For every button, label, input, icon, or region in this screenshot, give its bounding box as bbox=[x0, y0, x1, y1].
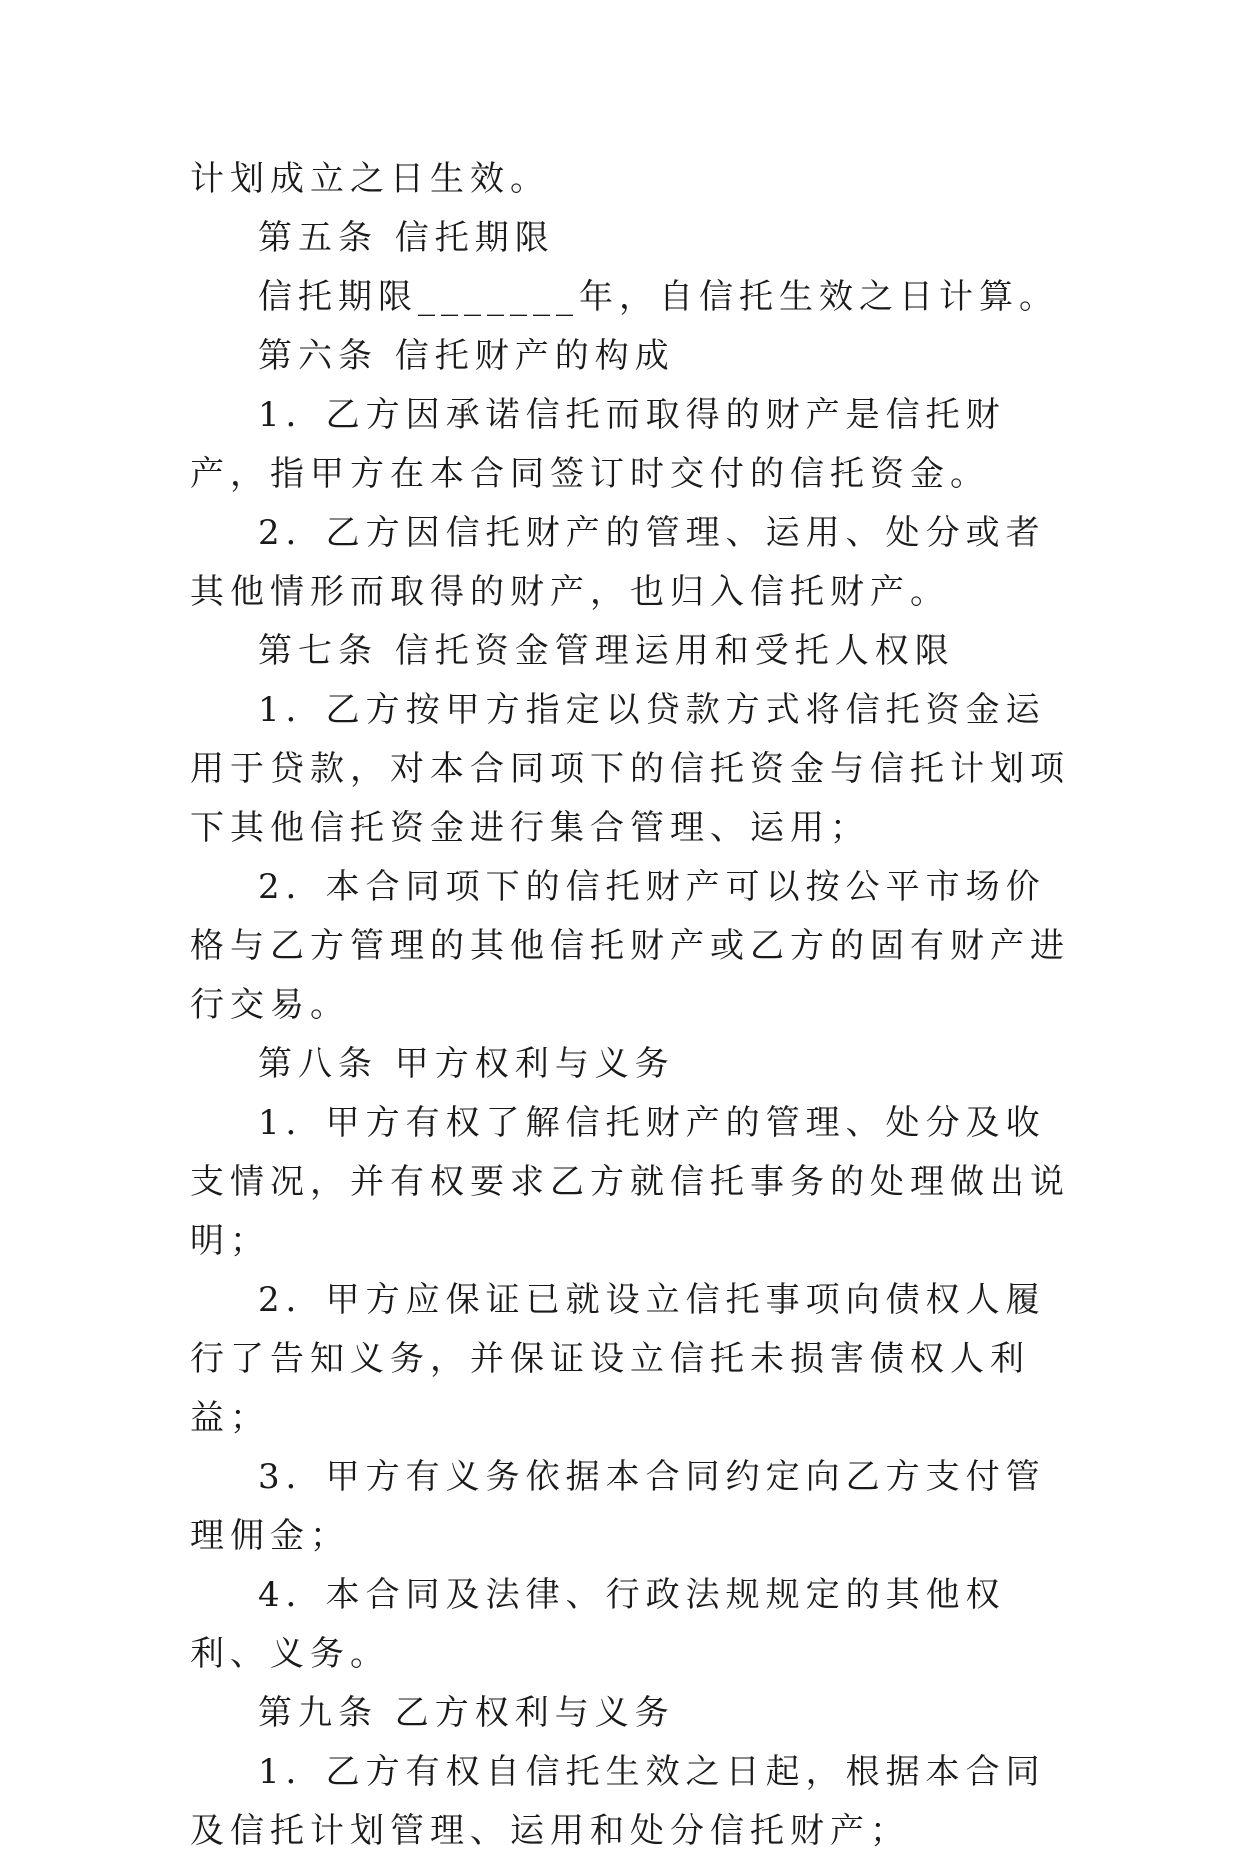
article-6-item-2: 2．乙方因信托财产的管理、运用、处分或者其他情形而取得的财产，也归入信托财产。 bbox=[190, 513, 1046, 612]
article-8-item-2: 2．甲方应保证已就设立信托事项向债权人履行了告知义务，并保证设立信托未损害债权人利益； bbox=[190, 1280, 1046, 1438]
paragraph-continuation: 计划成立之日生效。 bbox=[190, 159, 550, 199]
article-8-item-1: 1．甲方有权了解信托财产的管理、处分及收支情况，并有权要求乙方就信托事务的处理做出说明； bbox=[190, 1103, 1070, 1261]
article-7-item-1: 1．乙方按甲方指定以贷款方式将信托资金运用于贷款，对本合同项下的信托资金与信托计划项下其他信托资金进行集合管理、运用； bbox=[190, 690, 1070, 848]
document-body bbox=[190, 150, 1070, 1861]
article-8-heading: 第八条 甲方权利与义务 bbox=[258, 1044, 675, 1084]
article-6-item-1: 1．乙方因承诺信托而取得的财产是信托财产，指甲方在本合同签订时交付的信托资金。 bbox=[190, 395, 1006, 494]
article-9-heading: 第九条 乙方权利与义务 bbox=[258, 1693, 675, 1733]
article-7-item-2: 2．本合同项下的信托财产可以按公平市场价格与乙方管理的其他信托财产或乙方的固有财产进行交易。 bbox=[190, 867, 1070, 1025]
article-5-heading: 第五条 信托期限 bbox=[258, 218, 555, 258]
article-7-heading: 第七条 信托资金管理运用和受托人权限 bbox=[258, 631, 955, 671]
article-5-clause: 信托期限_______年，自信托生效之日计算。 bbox=[258, 277, 1059, 317]
article-9-item-1: 1．乙方有权自信托生效之日起，根据本合同及信托计划管理、运用和处分信托财产； bbox=[190, 1752, 1046, 1851]
article-8-item-4: 4．本合同及法律、行政法规规定的其他权利、义务。 bbox=[190, 1575, 1006, 1674]
article-6-heading: 第六条 信托财产的构成 bbox=[258, 336, 675, 376]
article-8-item-3: 3．甲方有义务依据本合同约定向乙方支付管理佣金； bbox=[190, 1457, 1046, 1556]
